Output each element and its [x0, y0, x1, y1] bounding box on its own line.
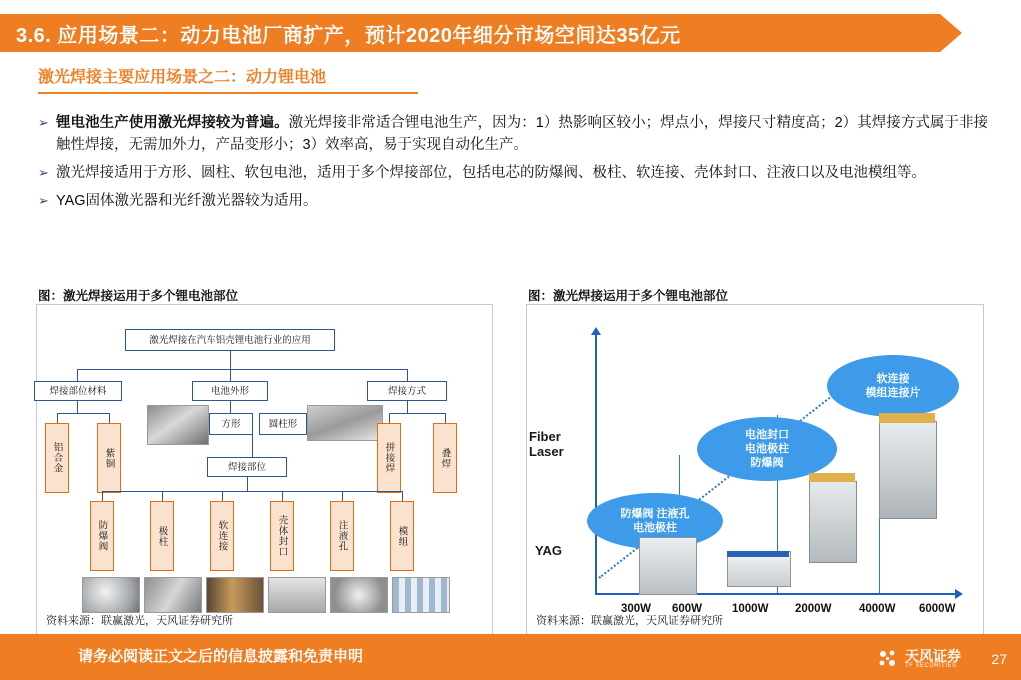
bullet-bold-lead: 锂电池生产使用激光焊接较为普遍。	[56, 115, 289, 131]
photo-machine-top-accent	[879, 413, 935, 423]
connector	[109, 413, 110, 423]
connector	[77, 369, 78, 381]
connector	[230, 351, 231, 369]
connector	[247, 477, 248, 491]
bubble-high-line-2: 模组连接片	[865, 387, 921, 399]
photo-machine-blue-accent	[727, 551, 789, 557]
y-axis-label-yag: YAG	[535, 543, 562, 558]
photo-cylindrical-cell	[307, 405, 383, 441]
bullet-text: 激光焊接适用于方形、圆柱、软包电池，适用于多个焊接部位，包括电芯的防爆阀、极柱、软连接、壳体封口、注液口以及电池模组等。	[56, 165, 926, 181]
figure-right	[526, 304, 984, 636]
photo-part-2	[144, 577, 202, 613]
logo-subname: TF SECURITIES	[905, 662, 957, 669]
photo-part-4	[268, 577, 326, 613]
bullet-marker-icon: ➢	[38, 115, 49, 130]
diagram-node-shape-group: 电池外形	[192, 381, 268, 401]
section-subtitle-text: 激光焊接主要应用场景之二：动力锂电池	[38, 69, 327, 86]
photo-prismatic-cell	[147, 405, 209, 445]
figure-source-left: 资料来源：联赢激光，天风证券研究所	[46, 615, 233, 627]
connector	[222, 491, 223, 501]
y-axis-label-fiber	[529, 429, 593, 459]
bubble-high-power	[827, 355, 959, 417]
figure-source-right: 资料来源：联赢激光，天风证券研究所	[536, 615, 723, 627]
connector	[445, 413, 446, 423]
diagram-node-flexible-connection: 软连接	[210, 501, 234, 571]
diagram-node-method-group: 焊接方式	[367, 381, 447, 401]
connector	[342, 491, 343, 501]
diagram-node-explosion-valve: 防爆阀	[90, 501, 114, 571]
bullet-marker-icon: ➢	[38, 193, 49, 208]
x-tick-6000w: 6000W	[919, 603, 956, 615]
x-tick-600w: 600W	[672, 603, 703, 615]
section-subtitle	[38, 64, 326, 91]
list-item	[38, 112, 988, 156]
y-axis-arrow-icon	[591, 327, 601, 335]
connector	[230, 369, 231, 381]
connector	[389, 413, 445, 414]
logo-name: 天风证券	[905, 647, 961, 664]
connector	[77, 369, 407, 370]
connector	[77, 401, 78, 413]
y-axis-label-fiber-text: Fiber Laser	[529, 429, 564, 459]
bubble-mid-line-3: 防爆阀	[750, 457, 784, 469]
photo-part-5	[330, 577, 388, 613]
figure-left	[36, 304, 493, 636]
bullet-list	[38, 112, 988, 218]
x-axis-arrow-icon	[955, 589, 963, 599]
subtitle-underline	[38, 92, 418, 94]
footer-disclaimer: 请务必阅读正文之后的信息披露和免责申明	[78, 648, 364, 665]
diagram-node-pole: 极柱	[150, 501, 174, 571]
photo-laser-machine-small	[639, 537, 697, 595]
connector	[407, 401, 408, 413]
page-number: 27	[991, 651, 1007, 667]
logo-mark-icon	[877, 648, 899, 670]
diagram-node-copper: 紫铜	[97, 423, 121, 493]
diagram-node-cylindrical: 圆柱形	[259, 413, 307, 435]
bullet-marker-icon: ➢	[38, 165, 49, 180]
connector	[102, 491, 103, 501]
photo-part-6	[392, 577, 450, 613]
bullet-body: 激光焊接非常适合锂电池生产，因为：1）热影响区较小；焊点小，焊接尺寸精度高；2）其焊接方式属于非接触性焊接，无需加外力，产品变形小；3）效率高，易于实现自动化生产。	[56, 115, 989, 153]
diagram-node-lap-weld: 叠焊	[433, 423, 457, 493]
bubble-high-line-1: 软连接	[876, 373, 910, 385]
connector	[162, 491, 163, 501]
diagram-node-aluminum-alloy: 铝合金	[45, 423, 69, 493]
connector	[102, 491, 402, 492]
connector	[389, 413, 390, 423]
x-tick-300w: 300W	[621, 603, 652, 615]
connector	[407, 369, 408, 381]
list-item	[38, 190, 988, 212]
connector	[282, 491, 283, 501]
company-logo	[877, 648, 961, 670]
diagram-root-node: 激光焊接在汽车铝壳锂电池行业的应用	[125, 329, 335, 351]
diagram-node-weld-location-group: 焊接部位	[207, 457, 287, 477]
photo-part-1	[82, 577, 140, 613]
x-tick-4000w: 4000W	[859, 603, 896, 615]
page-title	[0, 14, 940, 52]
page-title-text: 3.6. 应用场景二：动力电池厂商扩产，预计2020年细分市场空间达35亿元	[16, 24, 681, 47]
diagram-node-material-group: 焊接部位材料	[34, 381, 122, 401]
y-axis	[595, 335, 597, 595]
bubble-mid-line-1: 电池封口	[745, 429, 789, 441]
photo-laser-machine-large	[879, 421, 937, 519]
bubble-mid-power	[697, 417, 837, 481]
connector	[57, 413, 109, 414]
diagram-node-module: 模组	[390, 501, 414, 571]
diagram-node-prismatic: 方形	[209, 413, 253, 435]
connector	[252, 435, 253, 457]
photo-part-3	[206, 577, 264, 613]
bullet-text	[56, 112, 988, 156]
bullet-text: YAG固体激光器和光纤激光器较为适用。	[56, 193, 318, 209]
header-arrow-shape	[940, 14, 962, 52]
connector	[230, 401, 231, 413]
diagram-node-filling-hole: 注液孔	[330, 501, 354, 571]
bubble-low-line-1: 防爆阀 注液孔	[620, 508, 690, 520]
figure-caption-right: 图：激光焊接运用于多个锂电池部位	[528, 289, 729, 303]
bubble-mid-line-2: 电池极柱	[745, 443, 789, 455]
diagram-node-shell-seal: 壳体封口	[270, 501, 294, 571]
x-tick-2000w: 2000W	[795, 603, 832, 615]
figure-caption-left: 图：激光焊接运用于多个锂电池部位	[38, 289, 239, 303]
connector	[57, 413, 58, 423]
list-item	[38, 162, 988, 184]
photo-laser-machine-mid	[809, 481, 857, 563]
photo-machine-top-accent-2	[809, 473, 855, 482]
connector	[402, 491, 403, 501]
x-tick-1000w: 1000W	[732, 603, 769, 615]
bubble-low-line-2: 电池极柱	[633, 522, 677, 534]
diagram-node-splice-weld: 拼接焊	[377, 423, 401, 493]
